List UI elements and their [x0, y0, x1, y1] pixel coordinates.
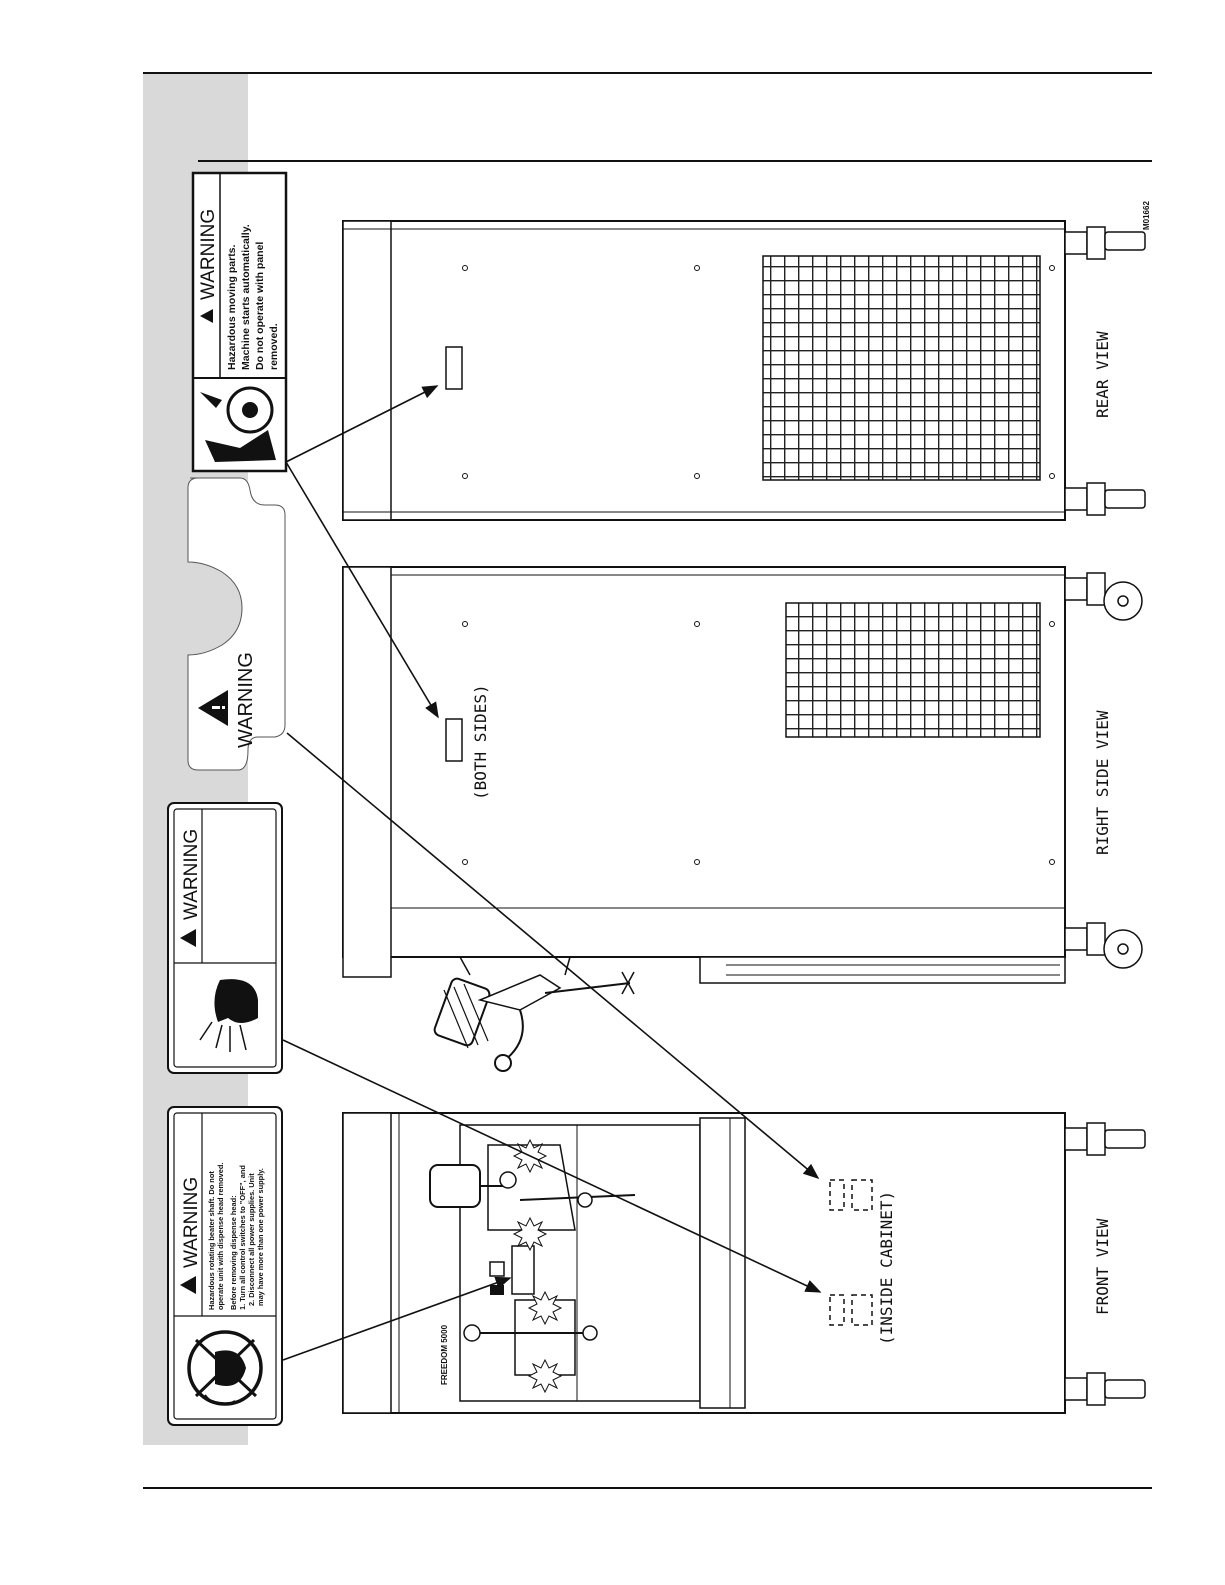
- decal-beater-line3: Before removing dispense head:: [229, 1195, 238, 1310]
- side-caster-top: [1065, 573, 1142, 620]
- front-view-drawing: [343, 1113, 1145, 1413]
- rear-caster-top: [1065, 227, 1145, 259]
- rotating-beater-hand-icon: [189, 1332, 261, 1404]
- decal-cutout-heading: WARNING: [235, 652, 257, 748]
- decal-beater-line2: operate unit with dispense head removed.: [216, 1162, 225, 1310]
- front-caster-bottom: [1065, 1373, 1145, 1405]
- right-side-view-drawing: [343, 567, 1142, 1071]
- rear-view-drawing: [343, 221, 1145, 520]
- decal-beater-line6: may have more than one power supply.: [256, 1168, 265, 1306]
- side-dispense-head: [433, 957, 634, 1071]
- front-caster-top: [1065, 1123, 1145, 1155]
- label-front-view: FRONT VIEW: [1093, 1218, 1112, 1315]
- front-control-box: [512, 1246, 534, 1294]
- decal-beater-line5: 2. Disconnect all power supplies. Unit: [247, 1173, 256, 1306]
- rear-caster-bottom: [1065, 483, 1145, 515]
- decal-moving-parts: [193, 173, 286, 471]
- side-caster-bottom: [1065, 923, 1142, 968]
- decal-beater: [168, 1107, 282, 1425]
- rear-decal-position: [446, 347, 462, 389]
- label-both-sides: (BOTH SIDES): [471, 684, 490, 800]
- decal-moving-parts-line2: Machine starts automatically.: [240, 224, 252, 370]
- decal-moving-parts-line3: Do not operate with panel: [254, 241, 266, 370]
- label-rear-view: REAR VIEW: [1093, 331, 1112, 418]
- decal-beater-line1: Hazardous rotating beater shaft. Do not: [207, 1171, 216, 1310]
- decal-moving-parts-line4: removed.: [268, 323, 280, 370]
- decal-moving-parts-line1: Hazardous moving parts.: [226, 244, 238, 370]
- label-inside-cabinet: (INSIDE CABINET): [877, 1190, 896, 1345]
- decal-beater-heading: WARNING: [181, 1176, 202, 1268]
- brand-mark: FREEDOM 5000: [440, 1324, 449, 1385]
- label-right-side-view: RIGHT SIDE VIEW: [1093, 710, 1112, 855]
- rear-grille: [763, 256, 1040, 480]
- side-decal-position: [446, 719, 462, 761]
- decal-spray: [168, 803, 282, 1073]
- decal-beater-line4: 1. Turn all control switches to "OFF", and: [238, 1165, 247, 1310]
- figure-id: M01662: [1142, 201, 1151, 230]
- decal-moving-parts-heading: WARNING: [198, 208, 219, 300]
- side-grille: [786, 603, 1040, 737]
- decal-spray-heading: WARNING: [181, 828, 202, 920]
